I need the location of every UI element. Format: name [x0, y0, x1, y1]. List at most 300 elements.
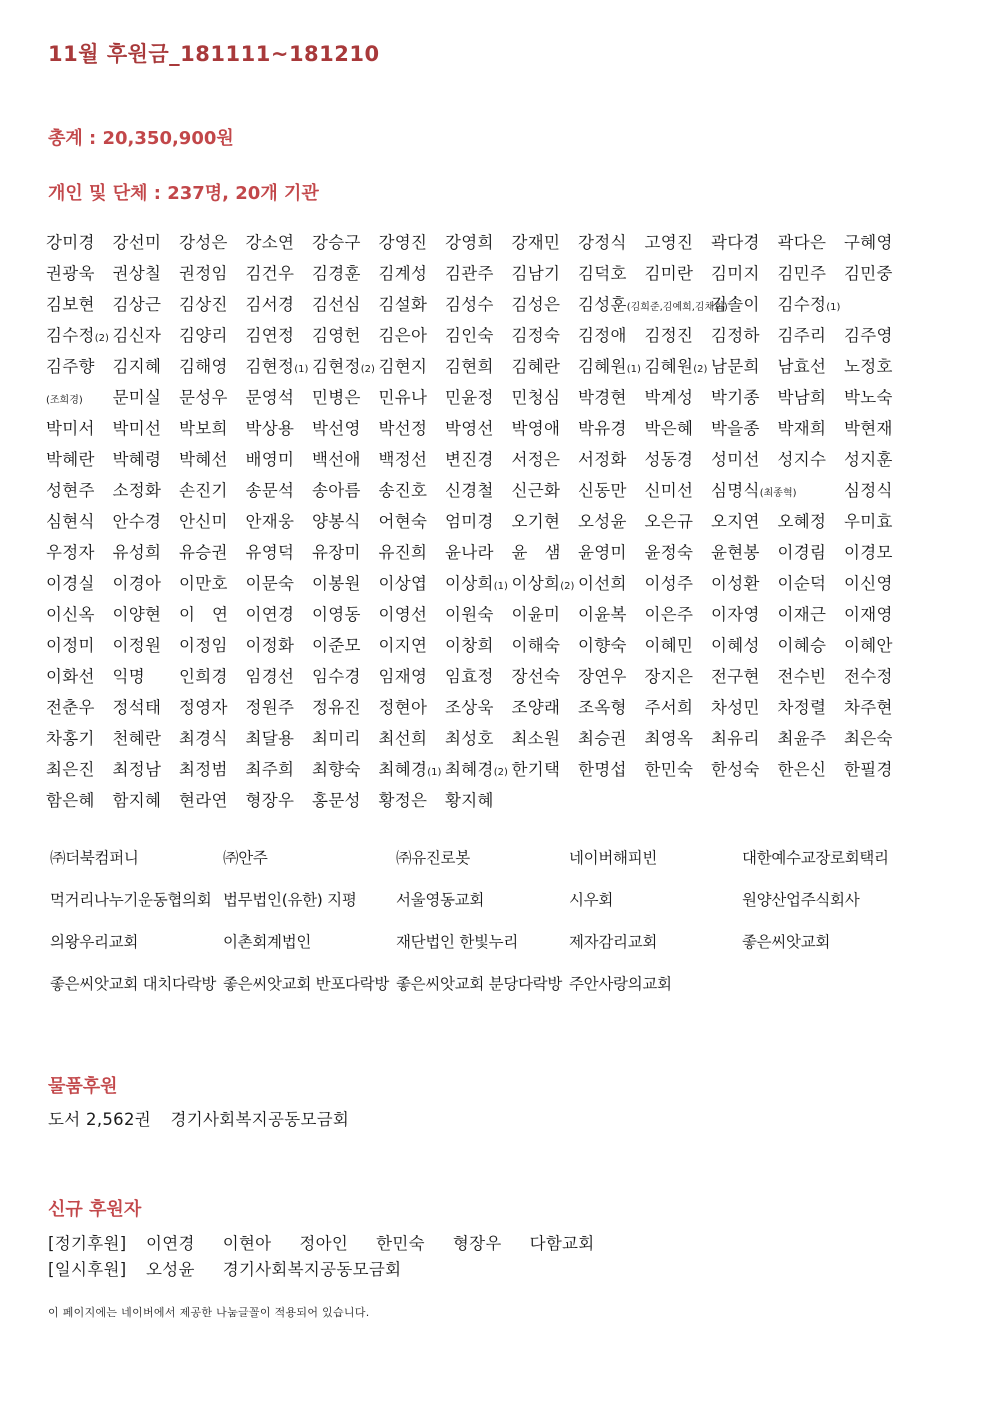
donor-name: 박계성	[644, 388, 694, 407]
donor-name: 함지혜	[112, 791, 162, 810]
donor-name: 최윤주	[777, 729, 827, 748]
new-donor-name: 경기사회복지공동모금회	[222, 1260, 402, 1279]
donor-row	[46, 787, 946, 818]
donor-name: 이신옥	[46, 605, 95, 624]
new-donor-name: 정아인	[299, 1234, 349, 1253]
donor-name: 이상희(1)	[445, 574, 508, 593]
organization-donor-list	[50, 843, 950, 1011]
donor-name: 전수정	[844, 667, 893, 686]
donor-name: 박을종	[711, 419, 760, 438]
donor-name: 김현정(2)	[312, 357, 375, 376]
donor-name-suffix: (최종혁)	[759, 488, 797, 499]
donor-name: 김성수	[445, 295, 494, 314]
donor-name: 김양리	[179, 326, 228, 345]
donor-name: 이혜성	[711, 636, 760, 655]
donor-name: 성미선	[711, 450, 760, 469]
donor-name: 유승권	[179, 543, 228, 562]
donor-name: 양봉식	[312, 512, 361, 531]
donor-name: 이혜안	[844, 636, 893, 655]
new-onetime-donors	[48, 1256, 429, 1280]
donor-name: 이원숙	[445, 605, 494, 624]
new-donor-name: 이현아	[222, 1234, 272, 1253]
donor-name: 김성훈(김희준,김예희,김채희)	[578, 295, 728, 314]
donor-name: 현라연	[179, 791, 228, 810]
donor-name: 최소원	[511, 729, 561, 748]
donor-name-suffix: (2)	[693, 364, 708, 375]
donor-name: 최정남	[112, 760, 162, 779]
donor-name: 최유리	[711, 729, 760, 748]
donor-name: 박노숙	[844, 388, 893, 407]
donor-name: 유성희	[112, 543, 162, 562]
donor-name: 권상칠	[112, 264, 162, 283]
donor-name: 강소연	[245, 233, 295, 252]
donor-name: 임수경	[312, 667, 361, 686]
donor-name: 천혜란	[112, 729, 162, 748]
onetime-label: [일시후원]	[48, 1260, 127, 1279]
donor-name: 김보현	[46, 295, 95, 314]
donor-name: 이상희(2)	[511, 574, 575, 593]
donor-name: 문성우	[179, 388, 228, 407]
donor-name: 김민주	[777, 264, 827, 283]
donor-row	[46, 508, 946, 539]
donor-name: 김주리	[777, 326, 827, 345]
org-name: 의왕우리교회	[50, 933, 139, 951]
donor-name: 이창희	[445, 636, 494, 655]
org-name: 서울영동교회	[396, 891, 485, 909]
donor-name: 함은혜	[46, 791, 95, 810]
donor-name: 최승권	[578, 729, 627, 748]
donor-name: 김경훈	[312, 264, 361, 283]
donor-name: 최혜경(1)	[378, 760, 442, 779]
donor-name: 김덕호	[578, 264, 627, 283]
donor-row	[46, 570, 946, 601]
donor-name: 한기택	[511, 760, 561, 779]
donor-name: 인희경	[179, 667, 228, 686]
donor-name: 이성주	[644, 574, 694, 593]
org-row	[50, 927, 950, 969]
donor-name: 박유경	[578, 419, 627, 438]
org-name: ㈜유진로봇	[396, 849, 470, 867]
donor-name: 박현재	[844, 419, 893, 438]
regular-label: [정기후원]	[48, 1234, 127, 1253]
donor-name: 최정범	[179, 760, 228, 779]
donor-name: 최미리	[312, 729, 361, 748]
donor-name: 최주희	[245, 760, 295, 779]
donor-row	[46, 539, 946, 570]
donor-name: 이화선	[46, 667, 95, 686]
org-name: 법무법인(유한) 지평	[223, 891, 357, 909]
donor-name: 이정원	[112, 636, 162, 655]
donor-name: 김주향	[46, 357, 95, 376]
new-donor-name: 다함교회	[529, 1234, 595, 1253]
org-name: 좋은씨앗교회 반포다락방	[223, 975, 390, 993]
org-name: 좋은씨앗교회 분당다락방	[396, 975, 563, 993]
donor-name: 손진기	[179, 481, 228, 500]
donor-row	[46, 229, 946, 260]
donor-name: 유진희	[378, 543, 428, 562]
donor-name: 김혜원(1)	[578, 357, 641, 376]
donor-name: 박미서	[46, 419, 95, 438]
donor-name: 박영애	[511, 419, 561, 438]
donor-name: 김상진	[179, 295, 228, 314]
donor-name: 이지연	[378, 636, 428, 655]
donor-name: 백선애	[312, 450, 361, 469]
individual-donor-list	[46, 229, 946, 818]
donor-name: 박보희	[179, 419, 228, 438]
donor-name: 송아름	[312, 481, 361, 500]
donor-name: 이경실	[46, 574, 95, 593]
donor-name: 차홍기	[46, 729, 95, 748]
donor-name: 소정화	[112, 481, 162, 500]
donor-name: 성현주	[46, 481, 95, 500]
donor-name: 김현희	[445, 357, 494, 376]
donor-name: 서정화	[578, 450, 627, 469]
donor-name: 엄미경	[445, 512, 494, 531]
donor-row	[46, 353, 946, 384]
donor-name: 차주현	[844, 698, 893, 717]
donor-name: 김인숙	[445, 326, 494, 345]
donor-name: 정영자	[179, 698, 228, 717]
donor-name-suffix: (2)	[560, 581, 575, 592]
donor-name: 임효정	[445, 667, 494, 686]
donor-name: 신동만	[578, 481, 627, 500]
new-donors-heading: 신규 후원자	[48, 1199, 142, 1220]
donor-name: 오지연	[711, 512, 760, 531]
donor-name: 이은주	[644, 605, 694, 624]
donor-name: 문미실	[112, 388, 162, 407]
donor-name: 심정식	[844, 481, 893, 500]
donor-name: 차성민	[711, 698, 760, 717]
donor-name: 오기현	[511, 512, 561, 531]
org-name: 네이버해피빈	[569, 849, 658, 867]
donor-name: 한필경	[844, 760, 893, 779]
donor-name: 이준모	[312, 636, 361, 655]
donor-name: 주서희	[644, 698, 694, 717]
new-donor-name: 오성윤	[145, 1260, 195, 1279]
donor-name: 장선숙	[511, 667, 561, 686]
donor-name: 김성은	[511, 295, 561, 314]
donor-name-suffix: (1)	[294, 364, 309, 375]
donor-name: 박미선	[112, 419, 162, 438]
donor-name: 유장미	[312, 543, 361, 562]
donor-name: 박경현	[578, 388, 627, 407]
org-name: 제자감리교회	[569, 933, 658, 951]
donor-name: 안신미	[179, 512, 228, 531]
donor-name: 최은진	[46, 760, 95, 779]
donor-name: 강승구	[312, 233, 361, 252]
donor-name: 김혜란	[511, 357, 561, 376]
donor-name: 김현지	[378, 357, 428, 376]
donor-name: 박혜령	[112, 450, 162, 469]
donor-name: 문영석	[245, 388, 295, 407]
donor-name: 윤나라	[445, 543, 494, 562]
donor-row	[46, 446, 946, 477]
org-name: ㈜안주	[223, 849, 268, 867]
donor-row	[46, 632, 946, 663]
org-name: 이촌회계법인	[223, 933, 312, 951]
donor-name: 윤정숙	[644, 543, 694, 562]
donor-name: 황정은	[378, 791, 428, 810]
donor-name: 최선희	[378, 729, 428, 748]
donor-name: 이정임	[179, 636, 228, 655]
donor-name: 강영희	[445, 233, 494, 252]
donor-row	[46, 477, 946, 508]
donor-name: 이순덕	[777, 574, 827, 593]
donor-name: 이신영	[844, 574, 893, 593]
donor-name: 장지은	[644, 667, 694, 686]
donor-name: 한민숙	[644, 760, 694, 779]
donor-row	[46, 322, 946, 353]
donor-name: 이혜승	[777, 636, 827, 655]
donor-name: 민병은	[312, 388, 361, 407]
org-row	[50, 969, 950, 1011]
donor-name-suffix: (1)	[427, 767, 442, 778]
donor-name: 김현정(1)	[245, 357, 309, 376]
org-row	[50, 843, 950, 885]
goods-donor: 경기사회복지공동모금회	[170, 1110, 350, 1129]
donor-name: 박영선	[445, 419, 494, 438]
org-name: 좋은씨앗교회	[742, 933, 831, 951]
donor-name: 최성호	[445, 729, 494, 748]
donor-name: 성동경	[644, 450, 694, 469]
donor-name: 이경림	[777, 543, 827, 562]
donor-name-suffix: (2)	[360, 364, 375, 375]
donor-name: 김서경	[245, 295, 295, 314]
page-title: 11월 후원금_181111~181210	[48, 42, 380, 66]
goods-item: 도서 2,562권	[48, 1110, 151, 1129]
donor-name: 황지혜	[445, 791, 494, 810]
donor-name: 정원주	[245, 698, 295, 717]
new-donor-name: 이연경	[145, 1234, 195, 1253]
donor-name: 성지수	[777, 450, 827, 469]
donor-name: 이재근	[777, 605, 827, 624]
donor-name: 백정선	[378, 450, 428, 469]
donor-name: 김수정(2)	[46, 326, 109, 345]
donor-row	[46, 415, 946, 446]
donor-name: 김주영	[844, 326, 893, 345]
org-name: 시우회	[569, 891, 614, 909]
org-name: 주안사랑의교회	[569, 975, 672, 993]
donor-name: 이자영	[711, 605, 760, 624]
donor-name: 박혜란	[46, 450, 95, 469]
donor-name: 이영선	[378, 605, 428, 624]
new-donor-name: 형장우	[452, 1234, 502, 1253]
donor-row	[46, 260, 946, 291]
donor-name: 김계성	[378, 264, 428, 283]
donor-name: 안재웅	[245, 512, 295, 531]
donor-name: 강성은	[179, 233, 228, 252]
donor-name: 심현식	[46, 512, 95, 531]
donor-name-suffix: (2)	[94, 333, 109, 344]
donor-name: 한성숙	[711, 760, 760, 779]
donor-name: 김정애	[578, 326, 627, 345]
donor-name: 강정식	[578, 233, 627, 252]
donor-name: 형장우	[245, 791, 295, 810]
donor-name: 이윤복	[578, 605, 627, 624]
donor-name: 최달용	[245, 729, 295, 748]
donor-name: 김관주	[445, 264, 494, 283]
donor-name: 송문석	[245, 481, 295, 500]
donor-name: 김미지	[711, 264, 760, 283]
donor-name: 이정화	[245, 636, 295, 655]
org-row	[50, 885, 950, 927]
donor-name: 김혜원(2)	[644, 357, 708, 376]
total-amount: 총계 : 20,350,900원	[48, 128, 234, 149]
donor-name-suffix: (1)	[626, 364, 641, 375]
donor-name: 김남기	[511, 264, 561, 283]
donor-name: 권정임	[179, 264, 228, 283]
donor-name: 익명	[112, 667, 145, 686]
donor-row	[46, 694, 946, 725]
donor-row	[46, 291, 946, 322]
donor-name: 이정미	[46, 636, 95, 655]
donor-name: 김선심	[312, 295, 361, 314]
donor-name: 김정하	[711, 326, 760, 345]
donor-name: 곽다은	[777, 233, 827, 252]
donor-name: 최향숙	[312, 760, 361, 779]
donor-count: 개인 및 단체 : 237명, 20개 기관	[48, 183, 319, 204]
donor-name: 안수경	[112, 512, 162, 531]
donor-name: 장연우	[578, 667, 627, 686]
new-regular-donors	[48, 1230, 623, 1254]
donor-name: 김상근	[112, 295, 162, 314]
donor-name: 차정렬	[777, 698, 827, 717]
donor-name: 배영미	[245, 450, 295, 469]
org-name: 먹거리나누기운동협의회	[50, 891, 212, 909]
donor-name	[46, 384, 113, 415]
donor-row	[46, 756, 946, 787]
org-name: 원양산업주식회사	[742, 891, 860, 909]
donor-row	[46, 384, 946, 415]
donor-name-suffix: (1)	[826, 302, 841, 313]
donor-name: 남효선	[777, 357, 827, 376]
donor-name: 구혜영	[844, 233, 893, 252]
donor-name: 조양래	[511, 698, 561, 717]
donor-name: 전수빈	[777, 667, 827, 686]
donor-name: 김정숙	[511, 326, 561, 345]
org-name: 좋은씨앗교회 대치다락방	[50, 975, 217, 993]
donor-name: 한명섭	[578, 760, 627, 779]
donor-name: 조상욱	[445, 698, 494, 717]
donor-name-suffix: (김희준,김예희,김채희)	[626, 302, 728, 313]
donor-name: 이 연	[179, 605, 229, 624]
donor-name: 임재영	[378, 667, 428, 686]
donor-name: 박혜선	[179, 450, 228, 469]
donor-name: 강영진	[378, 233, 428, 252]
goods-donation-line	[48, 1106, 363, 1130]
donor-name: 이경모	[844, 543, 893, 562]
donor-name: 오성윤	[578, 512, 627, 531]
donor-name: 김솔이	[711, 295, 760, 314]
donor-name: 김영헌	[312, 326, 361, 345]
donor-name: 곽다경	[711, 233, 760, 252]
donor-row	[46, 663, 946, 694]
donor-name: 임경선	[245, 667, 295, 686]
donor-name: 김정진	[644, 326, 694, 345]
new-donor-name: 한민숙	[376, 1234, 425, 1253]
donor-name: 최은숙	[844, 729, 893, 748]
donor-name: 심명식(최종혁)	[711, 481, 797, 500]
donor-name: 박재희	[777, 419, 827, 438]
donor-name: 전춘우	[46, 698, 95, 717]
donor-name: 권광욱	[46, 264, 95, 283]
donor-name: 김수정(1)	[777, 295, 841, 314]
donor-name: 박은혜	[644, 419, 694, 438]
donor-name: 노정호	[844, 357, 893, 376]
donor-name: 고영진	[644, 233, 694, 252]
donor-name: 오은규	[644, 512, 694, 531]
donor-name: 윤현봉	[711, 543, 760, 562]
donor-name: 박선영	[312, 419, 361, 438]
donor-name: 이양현	[112, 605, 162, 624]
donor-name: 이문숙	[245, 574, 295, 593]
donor-row	[46, 725, 946, 756]
donor-name: 한은신	[777, 760, 827, 779]
donor-name: 김연정	[245, 326, 295, 345]
donor-name: 이경아	[112, 574, 162, 593]
donor-name: 박상용	[245, 419, 295, 438]
donor-name: 박남희	[777, 388, 827, 407]
donor-name: 이상엽	[378, 574, 428, 593]
donor-name: 민유나	[378, 388, 428, 407]
donor-name: 신미선	[644, 481, 694, 500]
donor-name-suffix: (조희경)	[46, 395, 83, 406]
donor-name: 강미경	[46, 233, 95, 252]
donor-name: 유영덕	[245, 543, 295, 562]
donor-name: 이봉원	[312, 574, 361, 593]
donor-row	[46, 601, 946, 632]
donor-name: 신근화	[511, 481, 561, 500]
donor-name: 정유진	[312, 698, 361, 717]
donor-name: 이해숙	[511, 636, 561, 655]
donor-name: 박기종	[711, 388, 760, 407]
donor-name: 김미란	[644, 264, 694, 283]
donor-name: 이혜민	[644, 636, 694, 655]
donor-name: 김신자	[112, 326, 162, 345]
donor-name: 이향숙	[578, 636, 627, 655]
donor-name: 성지훈	[844, 450, 893, 469]
org-name: ㈜더북컴퍼니	[50, 849, 139, 867]
org-name: 재단법인 한빛누리	[396, 933, 519, 951]
donor-name: 김설화	[378, 295, 428, 314]
donor-name: 남문희	[711, 357, 760, 376]
donor-name: 서정은	[511, 450, 561, 469]
donor-name: 어현숙	[378, 512, 428, 531]
donor-name: 강선미	[112, 233, 162, 252]
donor-name-suffix: (2)	[493, 767, 508, 778]
donor-name: 윤 샘	[511, 543, 561, 562]
donor-name: 변진경	[445, 450, 494, 469]
donor-name: 김건우	[245, 264, 295, 283]
donor-name: 신경철	[445, 481, 494, 500]
goods-donation-heading: 물품후원	[48, 1076, 118, 1097]
donor-name: 민윤정	[445, 388, 494, 407]
donor-name: 윤영미	[578, 543, 627, 562]
donor-name: 정석태	[112, 698, 162, 717]
donor-name-suffix: (1)	[493, 581, 508, 592]
donor-name: 조옥형	[578, 698, 627, 717]
donor-name: 최혜경(2)	[445, 760, 508, 779]
donor-name: 박선정	[378, 419, 428, 438]
donor-name: 최영옥	[644, 729, 694, 748]
donor-name: 홍문성	[312, 791, 361, 810]
donor-name: 오혜정	[777, 512, 827, 531]
donor-name: 김은아	[378, 326, 428, 345]
donor-name: 이윤미	[511, 605, 561, 624]
donor-name: 김지혜	[112, 357, 162, 376]
donor-name: 정현아	[378, 698, 428, 717]
donor-name: 이재영	[844, 605, 893, 624]
